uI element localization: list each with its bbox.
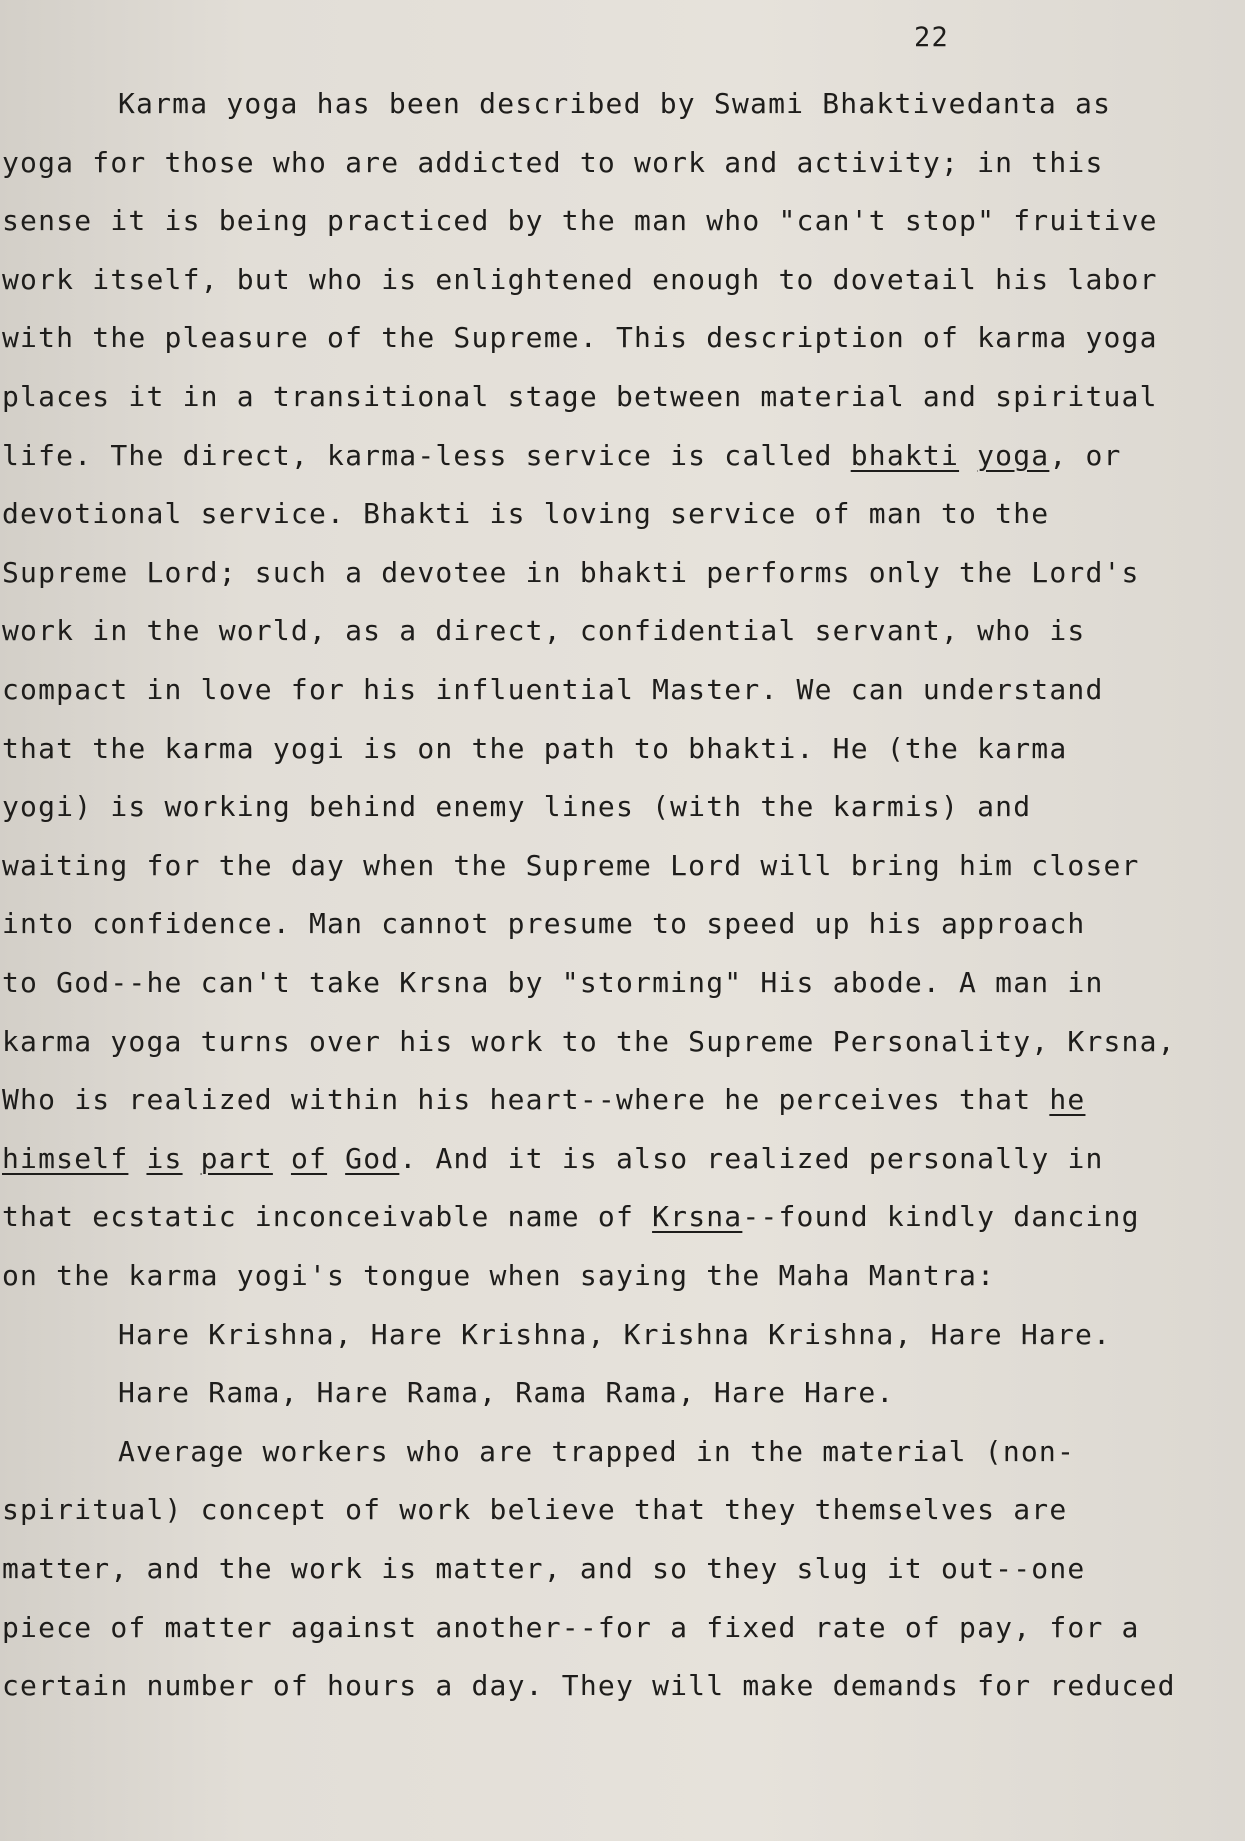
underlined-word: Krsna [652, 1200, 743, 1234]
text-line: certain number of hours a day. They will make demands for reduced [2, 1669, 1176, 1703]
text-line: compact in love for his influential Master. We can understand [2, 673, 1104, 706]
text-line: devotional service. Bhakti is loving service of man to the [2, 497, 1050, 531]
text-line: yogi) is working behind enemy lines (with the karmis) and [2, 790, 1032, 824]
text-line: to God--he can't take Krsna by "storming" His abode. A man in [2, 966, 1104, 999]
text-line: Average workers who are trapped in the material (non- [118, 1434, 1076, 1468]
underlined-word: of [290, 1141, 328, 1175]
page-number: 22 [914, 22, 949, 53]
text-line [2, 1139, 1104, 1179]
text-line: matter, and the work is matter, and so they slug it out--one [2, 1552, 1086, 1585]
text-segment: that ecstatic inconceivable name of [2, 1200, 653, 1234]
text-line: spiritual) concept of work believe that they themselves are [2, 1493, 1068, 1527]
text-line: that the karma yogi is on the path to bhakti. He (the karma [2, 731, 1068, 765]
text-line: on the karma yogi's tongue when saying the Maha Mantra: [2, 1259, 996, 1292]
text-line: waiting for the day when the Supreme Lord will bring him closer [2, 848, 1140, 882]
text-line: with the pleasure of the Supreme. This description of karma yoga [2, 321, 1158, 355]
text-line: work itself, but who is enlightened enough to dovetail his labor [2, 262, 1158, 296]
text-line: sense it is being practiced by the man who "can't stop" fruitive [2, 204, 1158, 238]
text-line: Hare Krishna, Hare Krishna, Krishna Krishna, Hare Hare. [118, 1317, 1112, 1351]
text-line: Hare Rama, Hare Rama, Rama Rama, Hare Hare. [118, 1376, 895, 1410]
text-line: karma yoga turns over his work to the Supreme Personality, Krsna, [2, 1024, 1176, 1058]
text-line: Supreme Lord; such a devotee in bhakti performs only the Lord's [2, 555, 1140, 589]
underlined-word: himself [2, 1141, 129, 1175]
underlined-word: yoga [977, 438, 1050, 472]
text-segment [128, 1142, 146, 1175]
text-segment [327, 1142, 345, 1175]
text-line [2, 1080, 1085, 1120]
underlined-word: God [345, 1141, 400, 1175]
text-segment [273, 1142, 291, 1175]
underlined-word: he [1049, 1083, 1086, 1117]
text-segment [183, 1142, 201, 1175]
text-segment: Who is realized within his heart--where he perceives that [2, 1083, 1050, 1117]
underlined-word: is [146, 1141, 183, 1175]
text-segment: life. The direct, karma-less service is called [2, 438, 851, 472]
text-line: Karma yoga has been described by Swami Bhaktivedanta as [118, 87, 1112, 120]
text-segment: --found kindly dancing [742, 1200, 1140, 1234]
underlined-word: part [200, 1141, 273, 1175]
text-segment: , or [1049, 438, 1122, 472]
text-line: work in the world, as a direct, confidential servant, who is [2, 614, 1086, 648]
text-segment [959, 439, 977, 472]
text-line [2, 436, 1122, 476]
text-segment: . And it is also realized personally in [399, 1141, 1104, 1175]
text-line: piece of matter against another--for a fixed rate of pay, for a [2, 1610, 1140, 1644]
text-line: into confidence. Man cannot presume to speed up his approach [2, 907, 1086, 941]
text-line [2, 1197, 1140, 1237]
text-line: places it in a transitional stage between material and spiritual [2, 380, 1158, 413]
text-line: yoga for those who are addicted to work and activity; in this [2, 145, 1104, 179]
underlined-word: bhakti [850, 438, 960, 472]
